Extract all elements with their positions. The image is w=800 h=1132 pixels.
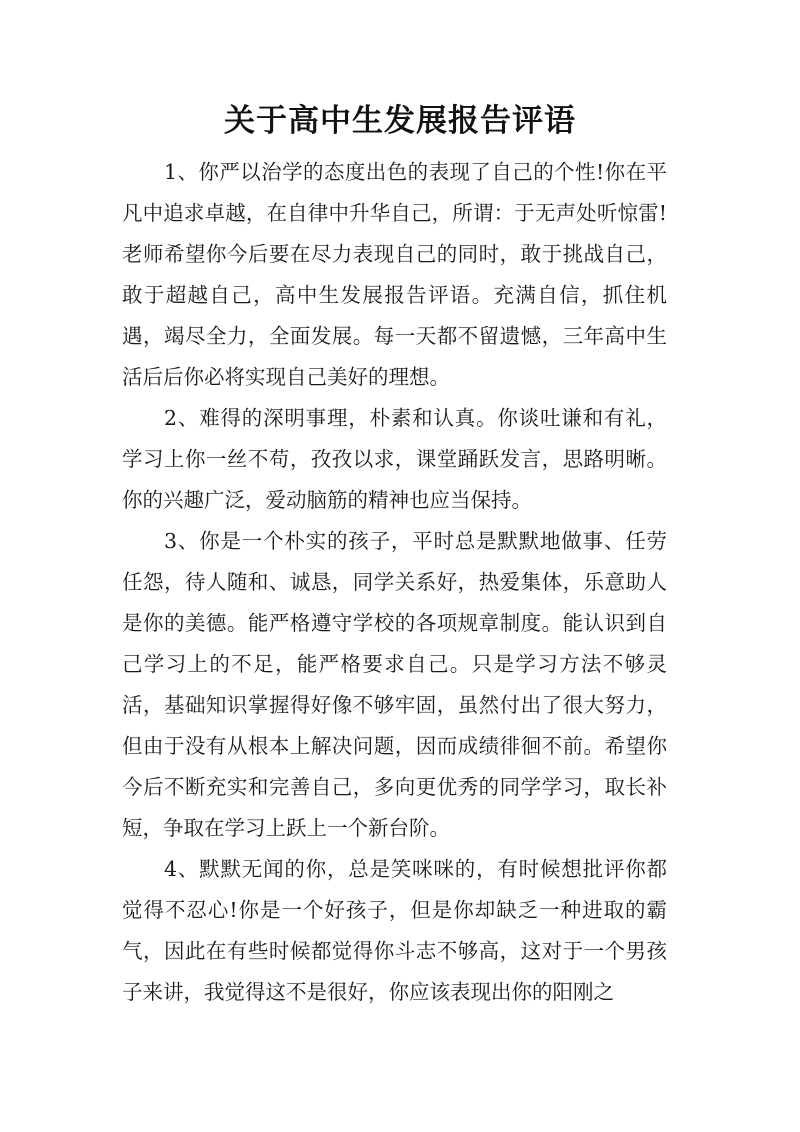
paragraph-1: 1、你严以治学的态度出色的表现了自己的个性!你在平凡中追求卓越，在自律中升华自己，所谓：于无声处听惊雷!老师希望你今后要在尽力表现自己的同时，敢于挑战自己，敢于超越自己，高中生发展报告评语。充满自信，抓住机遇，竭尽全力，全面发展。每一天都不留遗憾，三年高中生活后后你必将实现自己美好的理想。 — [122, 160, 667, 389]
paragraph-4: 4、默默无闻的你，总是笑咪咪的，有时候想批评你都觉得不忍心!你是一个好孩子，但是你却缺乏一种进取的霸气，因此在有些时候都觉得你斗志不够高，这对于一个男孩子来讲，我觉得这不是很好，你应该表现出你的阳刚之 — [122, 857, 667, 1004]
paragraph-3: 3、你是一个朴实的孩子，平时总是默默地做事、任劳任怨，待人随和、诚恳，同学关系好，热爱集体，乐意助人是你的美德。能严格遵守学校的各项规章制度。能认识到自己学习上的不足，能严格要求自己。只是学习方法不够灵活，基础知识掌握得好像不够牢固，虽然付出了很大努力，但由于没有从根本上解决问题，因而成绩徘徊不前。希望你今后不断充实和完善自己，多向更优秀的同学学习，取长补短，争取在学习上跃上一个新台阶。 — [122, 529, 667, 840]
document-title: 关于高中生发展报告评语 — [224, 103, 576, 139]
document-body — [122, 152, 667, 1013]
paragraph-2: 2、难得的深明事理，朴素和认真。你谈吐谦和有礼，学习上你一丝不苟，孜孜以求，课堂踊跃发言，思路明晰。你的兴趣广泛，爱动脑筋的精神也应当保持。 — [122, 406, 667, 512]
